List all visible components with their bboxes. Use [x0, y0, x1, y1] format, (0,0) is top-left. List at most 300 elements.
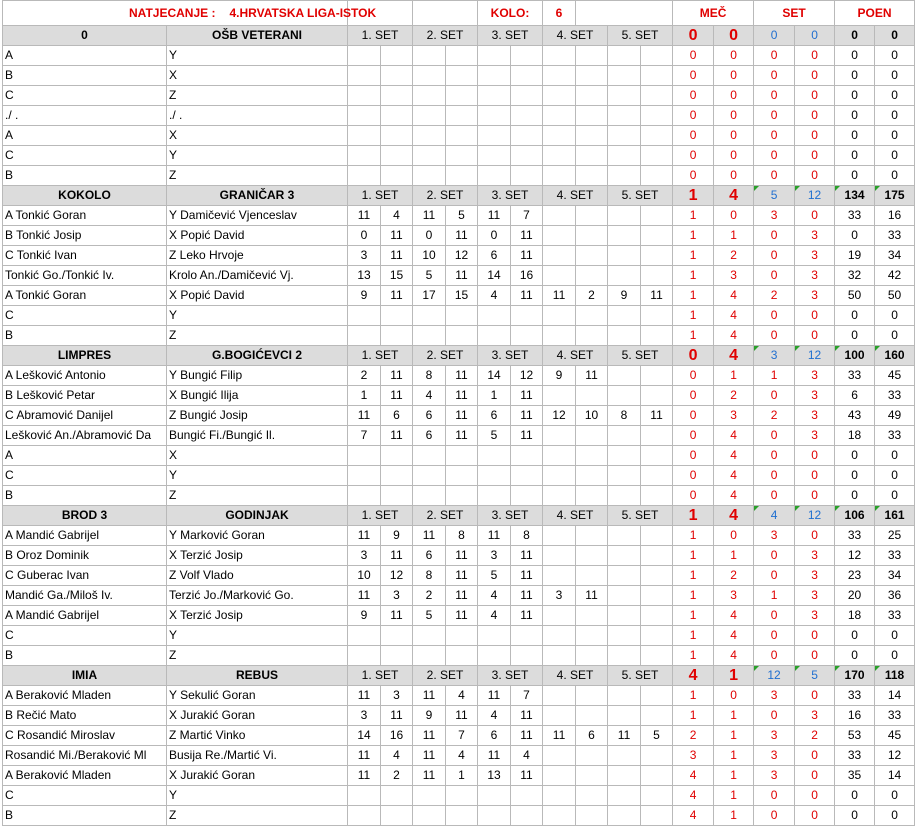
match-header-row: [3, 346, 915, 366]
set-score-home: 5: [413, 606, 446, 626]
game-row: [3, 166, 915, 186]
set-score-home: [478, 626, 511, 646]
away-player: X Popić David: [167, 226, 348, 246]
away-player: X Jurakić Goran: [167, 766, 348, 786]
set-score-away: 11: [511, 286, 543, 306]
row-mec-home: 2: [673, 726, 714, 746]
home-player: Rosandić Mi./Beraković Ml: [3, 746, 167, 766]
set-score-away: [576, 306, 608, 326]
away-player: Z: [167, 806, 348, 826]
row-mec-away: 1: [714, 366, 754, 386]
set-score-home: 0: [348, 226, 381, 246]
row-set-away: 0: [795, 686, 835, 706]
row-poen-home: 0: [835, 46, 875, 66]
row-set-away: 0: [795, 766, 835, 786]
set-score-home: [543, 106, 576, 126]
set-score-home: 14: [478, 266, 511, 286]
row-mec-away: 1: [714, 806, 754, 826]
set-score-away: [511, 126, 543, 146]
set-score-away: [576, 66, 608, 86]
set-score-home: [543, 466, 576, 486]
set-score-away: [576, 486, 608, 506]
home-player: Mandić Ga./Miloš Iv.: [3, 586, 167, 606]
away-player: Y Bungić Filip: [167, 366, 348, 386]
set-score-away: [641, 146, 673, 166]
row-mec-home: 4: [673, 766, 714, 786]
row-poen-home: 0: [835, 146, 875, 166]
set-score-away: [576, 786, 608, 806]
away-player: ./ .: [167, 106, 348, 126]
set-score-away: [381, 646, 413, 666]
row-poen-away: 0: [875, 166, 915, 186]
set-score-away: [576, 246, 608, 266]
set-score-away: [576, 426, 608, 446]
set-score-away: [576, 766, 608, 786]
row-set-home: 0: [754, 386, 795, 406]
row-mec-away: 4: [714, 306, 754, 326]
game-row: [3, 766, 915, 786]
set-score-home: [543, 606, 576, 626]
row-mec-away: 4: [714, 446, 754, 466]
set-score-home: 11: [478, 526, 511, 546]
row-poen-away: 0: [875, 466, 915, 486]
row-poen-home: 0: [835, 786, 875, 806]
set-score-home: 3: [478, 546, 511, 566]
set-score-home: 4: [478, 706, 511, 726]
set-score-away: [446, 806, 478, 826]
row-mec-away: 0: [714, 106, 754, 126]
set-score-home: [348, 86, 381, 106]
row-poen-away: 36: [875, 586, 915, 606]
set-column-label: 2. SET: [413, 346, 478, 366]
set-score-away: [576, 566, 608, 586]
set-score-away: [446, 326, 478, 346]
set-score-home: 1: [348, 386, 381, 406]
set-score-away: 11: [381, 226, 413, 246]
row-mec-home: 1: [673, 706, 714, 726]
row-set-away: 0: [795, 486, 835, 506]
away-player: X: [167, 446, 348, 466]
row-mec-away: 1: [714, 226, 754, 246]
match-header-row: [3, 186, 915, 206]
home-player: Lešković An./Abramović Da: [3, 426, 167, 446]
game-row: [3, 206, 915, 226]
set-score-away: 11: [381, 286, 413, 306]
game-row: [3, 286, 915, 306]
set-score-home: 11: [478, 206, 511, 226]
row-poen-home: 20: [835, 586, 875, 606]
set-score-away: [576, 266, 608, 286]
set-score-home: 0: [413, 226, 446, 246]
set-score-away: [576, 686, 608, 706]
game-row: [3, 746, 915, 766]
home-player: C: [3, 626, 167, 646]
set-score-away: [381, 106, 413, 126]
set-score-away: [641, 686, 673, 706]
set-score-home: [608, 806, 641, 826]
game-row: [3, 366, 915, 386]
set-score-away: [641, 786, 673, 806]
row-set-home: 0: [754, 86, 795, 106]
set-score-away: [511, 486, 543, 506]
row-set-away: 3: [795, 386, 835, 406]
set-score-away: [576, 746, 608, 766]
row-set-away: 0: [795, 306, 835, 326]
row-mec-away: 4: [714, 426, 754, 446]
home-player: C Tonkić Ivan: [3, 246, 167, 266]
set-score-away: 11: [511, 726, 543, 746]
home-player: A Beraković Mladen: [3, 766, 167, 786]
home-player: A: [3, 126, 167, 146]
set-score-home: [543, 546, 576, 566]
set-score-away: 11: [641, 406, 673, 426]
set-score-away: 15: [446, 286, 478, 306]
row-poen-away: 0: [875, 326, 915, 346]
away-player: Z Martić Vinko: [167, 726, 348, 746]
set-score-home: [348, 106, 381, 126]
set-score-away: [576, 106, 608, 126]
away-player: X: [167, 126, 348, 146]
set-score-away: [576, 646, 608, 666]
set-score-home: [478, 66, 511, 86]
set-score-home: 0: [478, 226, 511, 246]
row-set-away: 3: [795, 606, 835, 626]
row-set-away: 0: [795, 446, 835, 466]
set-score-home: [543, 446, 576, 466]
row-poen-away: 33: [875, 546, 915, 566]
game-row: [3, 566, 915, 586]
set-score-home: [348, 786, 381, 806]
set-score-away: [381, 126, 413, 146]
set-score-away: [576, 706, 608, 726]
set-score-home: 4: [478, 586, 511, 606]
row-set-home: 3: [754, 726, 795, 746]
row-set-away: 3: [795, 286, 835, 306]
set-score-away: 12: [446, 246, 478, 266]
set-score-home: 6: [478, 246, 511, 266]
row-set-home: 0: [754, 486, 795, 506]
row-mec-home: 0: [673, 66, 714, 86]
set-score-away: [446, 446, 478, 466]
set-score-away: [576, 466, 608, 486]
row-set-home: 0: [754, 566, 795, 586]
row-mec-away: 4: [714, 466, 754, 486]
set-score-home: [348, 646, 381, 666]
set-score-home: [348, 626, 381, 646]
set-score-home: [413, 166, 446, 186]
match-header-row: [3, 26, 915, 46]
set-score-home: 9: [608, 286, 641, 306]
set-score-away: [511, 166, 543, 186]
set-score-home: 3: [348, 706, 381, 726]
home-team-name: BROD 3: [3, 506, 167, 526]
game-row: [3, 266, 915, 286]
row-set-away: 0: [795, 106, 835, 126]
set-score-home: [543, 66, 576, 86]
set-score-away: [381, 806, 413, 826]
set-score-home: [348, 306, 381, 326]
set-score-home: 17: [413, 286, 446, 306]
mec-header: MEČ: [673, 1, 754, 26]
set-score-home: [478, 106, 511, 126]
row-mec-away: 3: [714, 406, 754, 426]
set-score-home: 11: [413, 686, 446, 706]
set-score-away: [641, 306, 673, 326]
home-player: C Abramović Danijel: [3, 406, 167, 426]
row-poen-away: 0: [875, 86, 915, 106]
set-score-home: [413, 86, 446, 106]
row-set-away: 0: [795, 746, 835, 766]
game-row: [3, 606, 915, 626]
match-set-home: 3: [754, 346, 795, 366]
results-table: [2, 0, 915, 826]
row-poen-home: 0: [835, 646, 875, 666]
row-set-home: 3: [754, 746, 795, 766]
set-score-home: 11: [413, 206, 446, 226]
set-score-home: [608, 546, 641, 566]
match-poen-away: 0: [875, 26, 915, 46]
set-score-home: 8: [413, 366, 446, 386]
set-score-away: [576, 626, 608, 646]
set-column-label: 3. SET: [478, 346, 543, 366]
set-score-home: [608, 66, 641, 86]
row-set-away: 0: [795, 806, 835, 826]
game-row: [3, 406, 915, 426]
set-score-away: [641, 386, 673, 406]
row-set-away: 0: [795, 646, 835, 666]
row-set-home: 0: [754, 266, 795, 286]
row-set-home: 0: [754, 606, 795, 626]
row-set-home: 0: [754, 326, 795, 346]
row-mec-home: 0: [673, 46, 714, 66]
set-score-home: [348, 466, 381, 486]
away-team-name: GODINJAK: [167, 506, 348, 526]
set-score-away: [511, 626, 543, 646]
set-score-home: 4: [413, 386, 446, 406]
set-score-away: 4: [446, 686, 478, 706]
row-mec-home: 1: [673, 566, 714, 586]
set-score-away: 11: [576, 586, 608, 606]
set-score-home: 14: [478, 366, 511, 386]
set-score-home: [543, 486, 576, 506]
set-score-away: 11: [511, 566, 543, 586]
away-player: X Bungić Ilija: [167, 386, 348, 406]
row-poen-away: 12: [875, 746, 915, 766]
row-poen-home: 0: [835, 66, 875, 86]
set-score-home: [608, 586, 641, 606]
row-mec-away: 1: [714, 726, 754, 746]
set-score-away: [381, 486, 413, 506]
set-score-home: [543, 226, 576, 246]
row-mec-away: 2: [714, 246, 754, 266]
row-mec-away: 0: [714, 66, 754, 86]
set-score-home: [348, 166, 381, 186]
row-mec-away: 2: [714, 386, 754, 406]
set-score-away: 11: [511, 606, 543, 626]
away-player: Y Sekulić Goran: [167, 686, 348, 706]
row-set-home: 0: [754, 466, 795, 486]
set-score-away: [381, 786, 413, 806]
row-set-away: 0: [795, 146, 835, 166]
away-player: Z Volf Vlado: [167, 566, 348, 586]
set-column-label: 4. SET: [543, 346, 608, 366]
row-mec-home: 0: [673, 366, 714, 386]
row-poen-away: 16: [875, 206, 915, 226]
set-score-home: 10: [413, 246, 446, 266]
row-poen-home: 0: [835, 126, 875, 146]
set-score-home: 5: [478, 426, 511, 446]
home-player: A: [3, 446, 167, 466]
row-poen-home: 32: [835, 266, 875, 286]
match-mec-away: 4: [714, 346, 754, 366]
row-mec-away: 4: [714, 286, 754, 306]
set-score-home: [543, 126, 576, 146]
set-score-away: [641, 366, 673, 386]
game-row: [3, 466, 915, 486]
row-mec-home: 1: [673, 246, 714, 266]
set-column-label: 3. SET: [478, 26, 543, 46]
set-score-home: [478, 166, 511, 186]
row-set-home: 3: [754, 526, 795, 546]
away-player: Y: [167, 466, 348, 486]
set-score-away: [641, 246, 673, 266]
away-team-name: G.BOGIĆEVCI 2: [167, 346, 348, 366]
row-poen-home: 18: [835, 426, 875, 446]
set-score-away: [641, 466, 673, 486]
league-name: 4.HRVATSKA LIGA-ISTOK: [229, 6, 377, 20]
set-score-home: [608, 486, 641, 506]
set-score-away: [446, 126, 478, 146]
away-player: Terzić Jo./Marković Go.: [167, 586, 348, 606]
game-row: [3, 226, 915, 246]
row-poen-away: 0: [875, 46, 915, 66]
set-score-away: 4: [381, 206, 413, 226]
set-score-away: [511, 66, 543, 86]
set-score-away: 11: [381, 426, 413, 446]
set-column-label: 1. SET: [348, 666, 413, 686]
set-score-away: 11: [446, 606, 478, 626]
set-score-away: [446, 486, 478, 506]
set-score-home: [478, 646, 511, 666]
row-set-away: 0: [795, 466, 835, 486]
match-poen-home: 134: [835, 186, 875, 206]
set-score-home: [608, 166, 641, 186]
set-score-home: 1: [478, 386, 511, 406]
game-row: [3, 526, 915, 546]
set-score-home: 11: [413, 726, 446, 746]
set-score-home: 8: [413, 566, 446, 586]
set-score-away: [576, 546, 608, 566]
row-mec-away: 4: [714, 646, 754, 666]
row-mec-away: 1: [714, 706, 754, 726]
set-score-away: [576, 446, 608, 466]
row-mec-away: 0: [714, 686, 754, 706]
set-score-home: [608, 426, 641, 446]
set-score-away: [511, 146, 543, 166]
set-score-away: 11: [381, 606, 413, 626]
row-poen-home: 0: [835, 446, 875, 466]
set-score-home: [478, 326, 511, 346]
game-row: [3, 786, 915, 806]
set-score-home: 9: [348, 606, 381, 626]
set-score-away: [641, 426, 673, 446]
row-set-away: 0: [795, 786, 835, 806]
set-score-home: [543, 746, 576, 766]
row-mec-home: 0: [673, 446, 714, 466]
set-score-home: 2: [348, 366, 381, 386]
set-score-away: 11: [446, 386, 478, 406]
set-score-home: 2: [413, 586, 446, 606]
home-player: B Lešković Petar: [3, 386, 167, 406]
row-poen-home: 0: [835, 306, 875, 326]
set-score-away: 11: [511, 766, 543, 786]
home-player: C: [3, 306, 167, 326]
set-score-home: [543, 306, 576, 326]
row-set-home: 2: [754, 406, 795, 426]
set-score-away: 7: [511, 206, 543, 226]
row-poen-home: 0: [835, 166, 875, 186]
set-score-away: 11: [446, 546, 478, 566]
set-score-away: 11: [511, 706, 543, 726]
set-score-home: [608, 466, 641, 486]
set-score-away: 11: [511, 246, 543, 266]
row-poen-home: 12: [835, 546, 875, 566]
row-poen-away: 0: [875, 306, 915, 326]
row-poen-away: 0: [875, 806, 915, 826]
set-column-label: 1. SET: [348, 186, 413, 206]
match-poen-away: 160: [875, 346, 915, 366]
row-set-home: 0: [754, 106, 795, 126]
row-poen-home: 0: [835, 106, 875, 126]
set-score-home: [478, 126, 511, 146]
set-column-label: 3. SET: [478, 186, 543, 206]
away-team-name: GRANIČAR 3: [167, 186, 348, 206]
game-row: [3, 626, 915, 646]
row-set-away: 0: [795, 626, 835, 646]
home-player: C: [3, 86, 167, 106]
set-score-home: 11: [413, 526, 446, 546]
row-mec-home: 0: [673, 166, 714, 186]
row-mec-home: 0: [673, 146, 714, 166]
set-score-home: [478, 486, 511, 506]
row-mec-home: 3: [673, 746, 714, 766]
set-score-home: [543, 266, 576, 286]
match-set-away: 0: [795, 26, 835, 46]
match-mec-away: 4: [714, 186, 754, 206]
row-set-home: 3: [754, 766, 795, 786]
set-score-away: 11: [381, 546, 413, 566]
set-score-home: 10: [348, 566, 381, 586]
row-mec-home: 1: [673, 646, 714, 666]
row-mec-away: 3: [714, 586, 754, 606]
row-set-away: 2: [795, 726, 835, 746]
set-column-label: 3. SET: [478, 506, 543, 526]
set-score-away: [641, 66, 673, 86]
set-score-away: [446, 86, 478, 106]
set-score-home: [608, 686, 641, 706]
set-score-home: [608, 306, 641, 326]
set-score-home: [478, 86, 511, 106]
home-player: C Guberac Ivan: [3, 566, 167, 586]
row-set-home: 0: [754, 226, 795, 246]
set-score-home: [543, 626, 576, 646]
row-poen-home: 0: [835, 626, 875, 646]
competition-cell: [3, 1, 377, 26]
row-set-home: 0: [754, 446, 795, 466]
away-player: Z Leko Hrvoje: [167, 246, 348, 266]
game-row: [3, 106, 915, 126]
home-player: C: [3, 146, 167, 166]
